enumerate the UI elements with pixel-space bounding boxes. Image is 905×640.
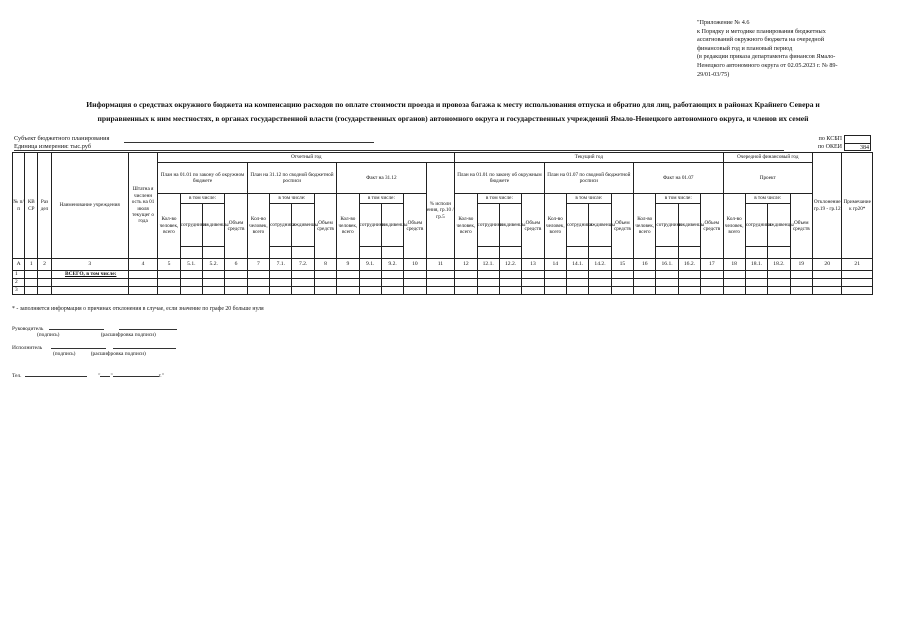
column-number: 5.2. xyxy=(203,259,225,271)
column-number: 10 xyxy=(404,259,426,271)
phone-blank xyxy=(25,370,87,377)
col-header-count: Кол-во человек, всего xyxy=(337,194,359,259)
code-row xyxy=(792,143,872,151)
column-number: 4 xyxy=(128,259,157,271)
col-header-dependents: иждивенцы xyxy=(678,204,700,247)
date-year-suffix: г." xyxy=(158,373,164,379)
column-number: 7.1. xyxy=(270,259,292,271)
table-row xyxy=(13,287,873,295)
col-header-volume: Объем средств xyxy=(314,194,336,259)
col-header-including: в том числе: xyxy=(566,194,611,204)
col-header-including: в том числе: xyxy=(656,194,701,204)
col-header-dependents: иждивенцы xyxy=(499,204,521,247)
column-number: 8 xyxy=(314,259,336,271)
subgroup-plan-law: План на 01.01 по закону об окружном бюджете xyxy=(158,163,247,194)
column-number: 6 xyxy=(225,259,247,271)
column-number: 2 xyxy=(38,259,51,271)
table-row xyxy=(13,271,873,279)
phone-line xyxy=(12,370,164,379)
decoding-blank xyxy=(119,323,177,330)
subject-label: Субъект бюджетного планирования xyxy=(14,135,110,142)
appendix-line: ассигнований окружного бюджета на очередной xyxy=(697,36,825,44)
head-label: Руководитель xyxy=(12,326,44,332)
appendix-line: "Приложение № 4.6 xyxy=(697,19,750,26)
col-header-count: Кол-во человек, всего xyxy=(544,194,566,259)
code-value: 384 xyxy=(844,143,871,151)
group-header-next-year: Очередной финансовый год xyxy=(723,153,812,163)
col-header-volume: Объем средств xyxy=(790,194,812,259)
subgroup-fact-3112: Факт на 31.12 xyxy=(337,163,426,194)
group-header-current-year: Текущий год xyxy=(455,153,723,163)
column-number: 18.2. xyxy=(768,259,790,271)
head-signature-line xyxy=(12,323,177,332)
col-header-including: в том числе: xyxy=(180,194,225,204)
signature-caption: (подпись) xyxy=(37,332,60,338)
column-number: 5.1. xyxy=(180,259,202,271)
col-header-volume: Объем средств xyxy=(404,194,426,259)
col-header-dependents: иждивенцы xyxy=(203,204,225,247)
col-header-kvsr: КВ СР xyxy=(25,153,38,259)
col-header-volume: Объем средств xyxy=(225,194,247,259)
col-header-including: в том числе: xyxy=(477,194,522,204)
col-header-employees: сотрудники xyxy=(359,204,381,247)
decoding-caption: (расшифровка подписи) xyxy=(100,332,156,338)
col-header-staff: Штатна я численн ость на 01 июля текущег о года xyxy=(128,153,157,259)
col-header-volume: Объем средств xyxy=(611,194,633,259)
column-number: 3 xyxy=(51,259,128,271)
code-value xyxy=(844,135,871,143)
column-number: 16.1. xyxy=(656,259,678,271)
appendix-line: Ненецкого автономного округа от 02.05.2023 г. № 89- xyxy=(697,61,838,69)
budget-table xyxy=(12,152,873,295)
column-number: 21 xyxy=(842,259,873,271)
column-number: 9.1. xyxy=(359,259,381,271)
row-number: 3 xyxy=(13,287,25,295)
col-header-dependents: иждивенцы xyxy=(381,204,403,247)
row-number: 1 xyxy=(13,271,25,279)
col-header-including: в том числе: xyxy=(270,194,315,204)
column-number: 14 xyxy=(544,259,566,271)
col-header-employees: сотрудники xyxy=(745,204,767,247)
code-row xyxy=(792,135,872,143)
appendix-note xyxy=(697,19,897,79)
table-row xyxy=(13,279,873,287)
title-line-1: Информация о средствах окружного бюджета на компенсацию расходов по оплате стоимости проезда и провоза багажа к месту использования отпуска и обратно для лиц, работающих в районах Крайнего Севера и xyxy=(86,100,820,109)
col-header-dependents: иждивенцы xyxy=(589,204,611,247)
col-header-no: № п/п xyxy=(13,153,25,259)
subject-underline xyxy=(124,142,374,143)
column-number: 16 xyxy=(634,259,656,271)
subject-block xyxy=(14,135,109,151)
column-number: 12 xyxy=(455,259,477,271)
col-header-volume: Объем средств xyxy=(701,194,723,259)
col-header-deviation: Отклонение гр.19 - гр.12 xyxy=(812,153,841,259)
col-header-dependents: иждивенцы xyxy=(292,204,314,247)
date-month-blank xyxy=(113,370,159,377)
subgroup-plan-svod: План на 31.12 по сводной бюджетной росписи xyxy=(247,163,336,194)
footnote: * - заполняется информация о причинах отклонения в случае, если значение по графе 20 больше нуля xyxy=(12,306,264,312)
group-header-report-year: Отчетный год xyxy=(158,153,455,163)
decoding-blank xyxy=(113,342,176,349)
column-number: 16.2. xyxy=(678,259,700,271)
signature-blank xyxy=(49,323,104,330)
subgroup-project: Проект xyxy=(723,163,812,194)
column-number: 13 xyxy=(522,259,544,271)
signature-caption: (подпись) xyxy=(53,351,76,357)
column-number: 11 xyxy=(426,259,455,271)
title-line-2: приравненных к ним местностях, в органах государственной власти (государственных органов) автономного округа и государственных учреждений Ямало-Ненецкого автономного округа, и членов их семей xyxy=(97,114,809,123)
column-number: 7 xyxy=(247,259,269,271)
row-number: 2 xyxy=(13,279,25,287)
column-number: 12.1. xyxy=(477,259,499,271)
column-number: 18 xyxy=(723,259,745,271)
col-header-razdel: Раз дел xyxy=(38,153,51,259)
row-name: ВСЕГО, в том числе: xyxy=(51,271,128,279)
col-header-count: Кол-во человек, всего xyxy=(723,194,745,259)
col-header-count: Кол-во человек, всего xyxy=(247,194,269,259)
column-number: 14.1. xyxy=(566,259,588,271)
col-header-employees: сотрудники xyxy=(566,204,588,247)
executor-signature-captions xyxy=(53,351,146,357)
appendix-line: финансовый год и плановый период xyxy=(697,44,793,52)
subgroup-plan-svod-current: План на 01.07 по сводной бюджетной росписи xyxy=(544,163,633,194)
col-header-including: в том числе: xyxy=(745,194,790,204)
column-number: 12.2. xyxy=(499,259,521,271)
col-header-count: Кол-во человек, всего xyxy=(455,194,477,259)
row-name xyxy=(51,279,128,287)
row-name xyxy=(51,287,128,295)
col-header-percent: % исполн ения, гр.10 / гр.5 xyxy=(426,163,455,259)
column-number: 5 xyxy=(158,259,180,271)
subgroup-fact-0107: Факт на 01.07 xyxy=(634,163,723,194)
col-header-volume: Объем средств xyxy=(522,194,544,259)
phone-label: Тел. xyxy=(12,373,22,379)
column-number: 15 xyxy=(611,259,633,271)
executor-signature-line xyxy=(12,342,176,351)
date-quote-close: " xyxy=(110,373,113,379)
appendix-line: 29/01-03/75) xyxy=(697,70,730,78)
col-header-including: в том числе: xyxy=(359,194,404,204)
column-number: 9.2. xyxy=(381,259,403,271)
unit-underline xyxy=(14,150,784,151)
column-number-row xyxy=(13,259,873,271)
column-number: 20 xyxy=(812,259,841,271)
code-label: по ОКЕИ xyxy=(817,144,842,150)
col-header-employees: сотрудники xyxy=(180,204,202,247)
executor-label: Исполнитель xyxy=(12,345,43,351)
code-label: по КСБП xyxy=(818,136,842,142)
col-header-employees: сотрудники xyxy=(270,204,292,247)
date-day-blank xyxy=(100,370,113,379)
column-number: 1 xyxy=(25,259,38,271)
date-quote-open: " xyxy=(98,373,101,379)
column-number: 7.2. xyxy=(292,259,314,271)
column-number: 17 xyxy=(701,259,723,271)
codes-box xyxy=(792,135,872,151)
col-header-dependents: иждивенцы xyxy=(768,204,790,247)
col-header-note: Примечание к гр20* xyxy=(842,153,873,259)
appendix-line: к Порядку и методике планирования бюджетных xyxy=(697,27,826,35)
column-number: 18.1. xyxy=(745,259,767,271)
unit-label: Единица измерения: тыс.руб xyxy=(14,143,92,150)
column-number: 9 xyxy=(337,259,359,271)
col-header-count: Кол-во человек, всего xyxy=(634,194,656,259)
signature-blank xyxy=(51,342,106,349)
document-title xyxy=(14,98,892,126)
column-number: 14.2. xyxy=(589,259,611,271)
col-header-employees: сотрудники xyxy=(656,204,678,247)
column-number: 19 xyxy=(790,259,812,271)
subgroup-plan-law-current: План на 01.01 по закону об окружным бюджете xyxy=(455,163,544,194)
decoding-caption: (расшифровка подписи) xyxy=(90,351,146,357)
col-header-employees: сотрудники xyxy=(477,204,499,247)
appendix-line: (в редакции приказа департамента финансов Ямало- xyxy=(697,53,836,61)
col-header-count: Кол-во человек, всего xyxy=(158,194,180,259)
column-number: А xyxy=(13,259,25,271)
col-header-name: Наименование учреждения xyxy=(51,153,128,259)
head-signature-captions xyxy=(37,332,156,338)
